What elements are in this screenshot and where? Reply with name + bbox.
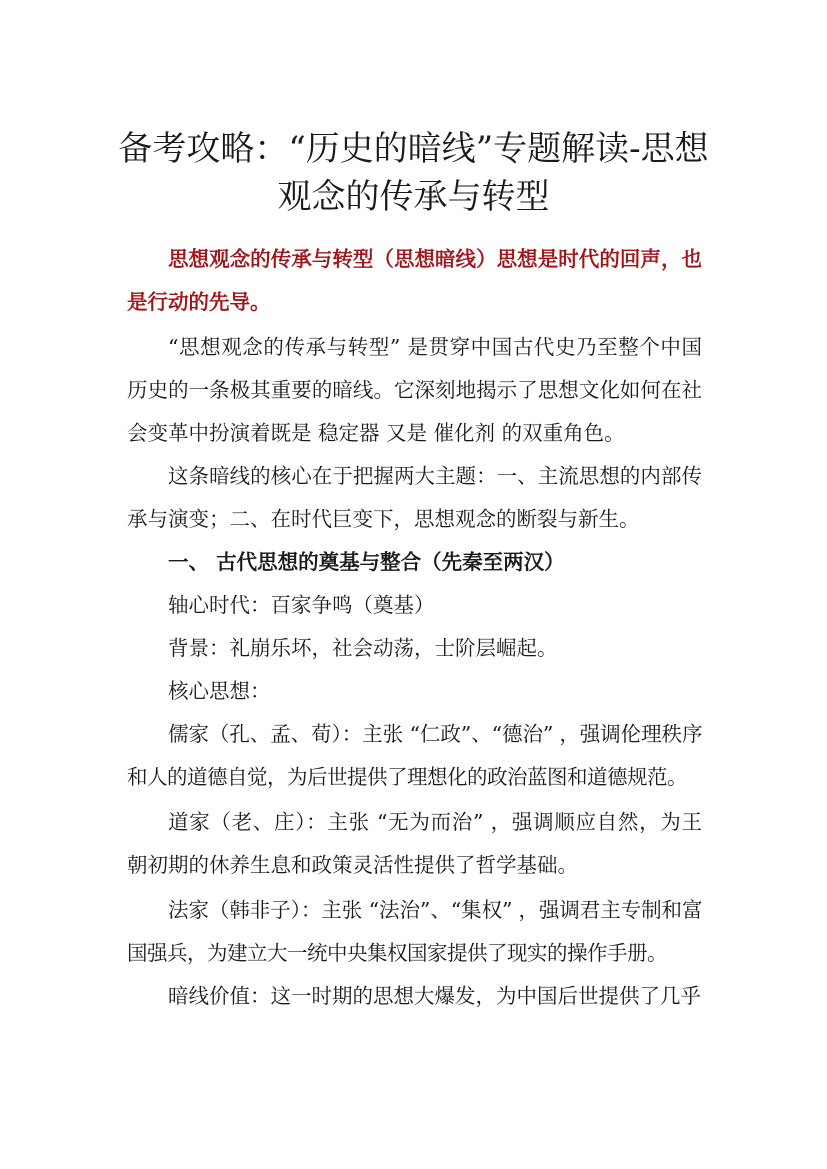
background-line: 背景：礼崩乐坏，社会动荡，士阶层崛起。	[168, 636, 558, 660]
taoist-paragraph: 道家（老、庄）：主张 “无为而治” ，强调顺应自然，为王朝初期的休养生息和政策灵活性提供了哲学基础。	[127, 810, 702, 877]
document-title: 备考攻略：“历史的暗线”专题解读-思想观念的传承与转型	[118, 128, 709, 217]
lead-paragraph: 思想观念的传承与转型（思想暗线）思想是时代的回声，也是行动的先导。	[127, 247, 702, 314]
core-thought-line: 核心思想：	[168, 679, 271, 703]
core-paragraph: 这条暗线的核心在于把握两大主题：一、主流思想的内部传承与演变；二、在时代巨变下，思想观念的断裂与新生。	[127, 464, 702, 531]
intro-paragraph: “思想观念的传承与转型” 是贯穿中国古代史乃至整个中国历史的一条极其重要的暗线。它深刻地揭示了思想文化如何在社会变革中扮演着既是 稳定器 又是 催化剂 的双重角色。	[127, 335, 702, 445]
section-heading: 一、 古代思想的奠基与整合（先秦至两汉）	[168, 550, 565, 574]
axial-age-line: 轴心时代：百家争鸣（奠基）	[168, 593, 435, 617]
document-body	[127, 238, 702, 1018]
confucian-paragraph: 儒家（孔、孟、荀）：主张 “仁政”、“德治” ，强调伦理秩序和人的道德自觉，为后世提供了理想化的政治蓝图和道德规范。	[127, 722, 702, 789]
legalist-paragraph: 法家（韩非子）：主张 “法治”、“集权” ，强调君主专制和富国强兵，为建立大一统中央集权国家提供了现实的操作手册。	[127, 898, 702, 965]
value-paragraph: 暗线价值：这一时期的思想大爆发，为中国后世提供了几乎	[168, 984, 701, 1008]
